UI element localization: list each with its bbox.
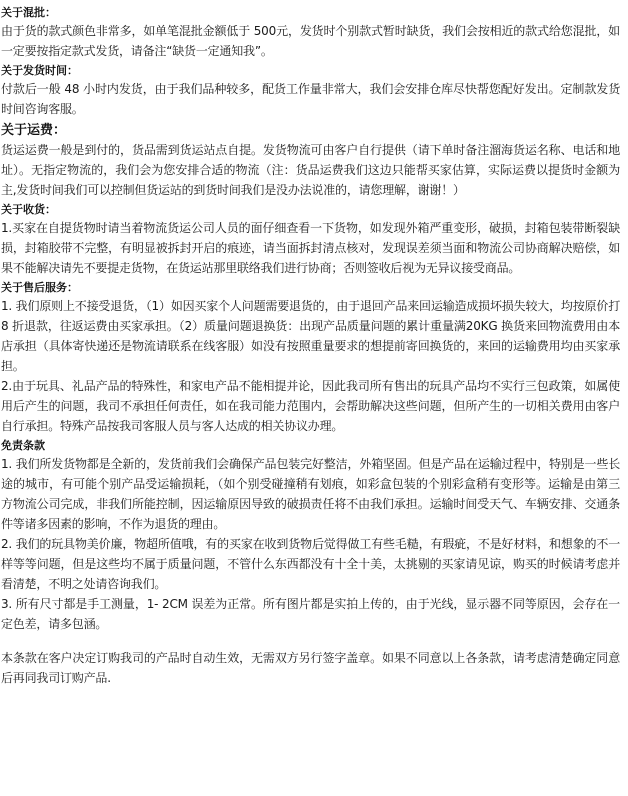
after-sales-heading: 关于售后服务： bbox=[1, 281, 78, 294]
disclaimer-heading: 免责条款 bbox=[1, 439, 45, 452]
shipping-time-paragraph: 付款后一般 48 小时内发货，由于我们品种较多，配货工作量非常大，我们会安排仓库尽快帮您配好发出。定制款发货时间咨询客服。 bbox=[1, 82, 620, 116]
closing-paragraph: 本条款在客户决定订购我司的产品时自动生效，无需双方另行签字盖章。如果不同意以上各条款，请考虑清楚确定同意后再同我司订购产品. bbox=[1, 651, 620, 685]
freight-paragraph: 货运运费一般是到付的，货品需到货运站点自提。发货物流可由客户自行提供（请下单时备注溜海货运名称、电话和地址）。无指定物流的，我们会为您安排合适的物流（注：货品运费我们这边只能帮买家估算，实际运费以提货时金额为主,发货时间我们可以控制但货运站的到货时间我们是没办法说准的，请您理解，谢谢！） bbox=[1, 143, 620, 197]
disclaimer-item-2: 2. 我们的玩具物美价廉，物超所值哦，有的买家在收到货物后觉得做工有些毛糙，有瑕疵，不是好材料，和想象的不一样等等问题，但是这些均不属于质量问题，不管什么东西都没有十全十美，太挑剔的买家请见谅，购买的时候请考虑并看清楚，不明之处请咨询我们。 bbox=[1, 537, 620, 591]
receiving-heading: 关于收货： bbox=[1, 203, 56, 216]
receiving-paragraph: 1.买家在自提货物时请当着物流货运公司人员的面仔细查看一下货物，如发现外箱严重变形，破损，封箱包装带断裂缺损，封箱胶带不完整，有明显被拆封开启的痕迹，请当面拆封清点核对，发现误差须当面和物流公司协商解决赔偿，如果不能解决请先不要提走货物，在货运站那里联络我们进行协商；否则签收后视为无异议接受商品。 bbox=[1, 221, 620, 275]
mixed-batch-paragraph: 由于货的款式颜色非常多，如单笔混批金额低于 500元，发货时个别款式暂时缺货，我们会按相近的款式给您混批，如一定要按指定款式发货，请备注“缺货一定通知我”。 bbox=[1, 24, 620, 58]
disclaimer-item-3: 3. 所有尺寸都是手工测量，1- 2CM 误差为正常。所有图片都是实拍上传的，由于光线，显示器不同等原因，会存在一定色差，请多包涵。 bbox=[1, 597, 620, 631]
after-sales-item-2: 2.由于玩具、礼品产品的特殊性，和家电产品不能相提并论，因此我司所有售出的玩具产品均不实行三包政策，如属使用后产生的问题，我司不承担任何责任，如在我司能力范围内，会帮助解决这些问题，但所产生的一切相关费用由客户自行承担。特殊产品按我司客服人员与客人达成的相关协议办理。 bbox=[1, 379, 620, 433]
after-sales-item-1: 1. 我们原则上不接受退货，（1）如因买家个人问题需要退货的，由于退回产品来回运输造成损坏损失较大，均按原价打 8 折退款，往返运费由买家承担。（2）质量问题退换货：出现产品质量问题的累计重量满20KG 换货来回物流费用由本店承担（具体寄快递还是物流请联系在线客服）如没有按照重量要求的想提前寄回换货的，来回的运输费用均由买家承担。 bbox=[1, 299, 620, 373]
disclaimer-item-1: 1. 我们所发货物都是全新的，发货前我们会确保产品包装完好整洁，外箱坚固。但是产品在运输过程中，特别是一些长途的城市，有可能个别产品受运输损耗，（如个别受碰撞稍有划痕，如彩盒包装的个别彩盒稍有变形等。运输是由第三方物流公司完成，非我们所能控制，因运输原因导致的破损责任将不由我们承担。运输时间受天气、车辆安排、交通条件等诸多因素的影响，不作为退货的理由。 bbox=[1, 457, 620, 531]
freight-heading: 关于运费： bbox=[1, 123, 67, 138]
shipping-time-heading: 关于发货时间： bbox=[1, 64, 78, 77]
mixed-batch-heading: 关于混批： bbox=[1, 6, 56, 19]
